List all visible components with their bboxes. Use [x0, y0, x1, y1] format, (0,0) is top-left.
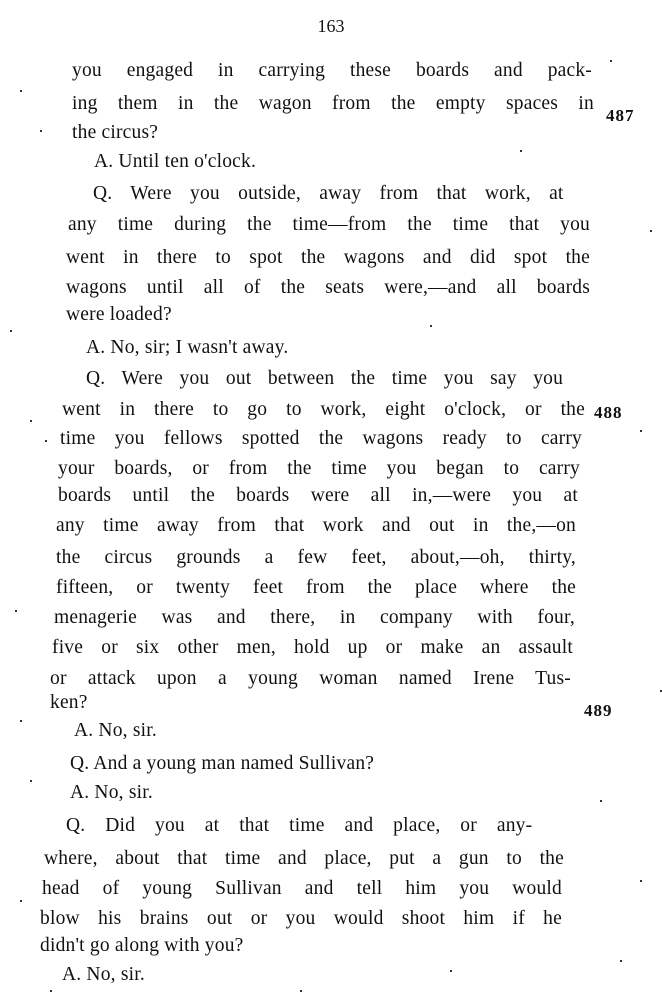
transcript-line: ken?: [50, 692, 88, 713]
scan-speck: [430, 325, 432, 327]
transcript-line: went in there to go to work, eight o'clock, or the: [62, 399, 585, 420]
scan-speck: [650, 230, 652, 232]
transcript-line: A. No, sir.: [74, 720, 157, 741]
transcript-line: where, about that time and place, put a gun to the: [44, 848, 564, 869]
page-number: 163: [317, 16, 345, 36]
scan-speck: [640, 430, 642, 432]
transcript-line: fifteen, or twenty feet from the place where the: [56, 577, 576, 598]
transcript-line: the circus grounds a few feet, about,—oh, thirty,: [56, 547, 576, 568]
margin-line-number: 488: [594, 403, 623, 422]
scan-speck: [450, 970, 452, 972]
margin-line-number: 489: [584, 701, 613, 720]
scan-speck: [20, 90, 22, 92]
scan-speck: [300, 990, 302, 992]
transcript-line: A. Until ten o'clock.: [94, 151, 257, 172]
transcript-line: Q. Did you at that time and place, or any-: [66, 815, 533, 836]
scan-speck: [20, 720, 22, 722]
transcript-line: wagons until all of the seats were,—and all boards: [66, 277, 590, 298]
scan-speck: [10, 330, 12, 332]
scan-speck: [15, 610, 17, 612]
scan-speck: [20, 900, 22, 902]
scan-speck: [50, 990, 52, 992]
scan-speck: [30, 780, 32, 782]
transcript-line: menagerie was and there, in company with four,: [54, 607, 575, 628]
transcript-line: time you fellows spotted the wagons ready to carry: [60, 428, 582, 449]
transcript-line: A. No, sir.: [70, 782, 153, 803]
scan-speck: [640, 880, 642, 882]
transcript-line: didn't go along with you?: [40, 935, 244, 956]
transcript-line: were loaded?: [66, 304, 172, 325]
transcript-line: or attack upon a young woman named Irene Tus-: [50, 668, 571, 689]
transcript-line: A. No, sir.: [62, 964, 145, 985]
transcript-line: you engaged in carrying these boards and pack-: [72, 60, 592, 81]
transcript-line: Q. Were you outside, away from that work, at: [93, 183, 564, 204]
transcript-line: went in there to spot the wagons and did spot the: [66, 247, 590, 268]
transcript-line: blow his brains out or you would shoot him if he: [40, 908, 562, 929]
scan-speck: [30, 420, 32, 422]
scan-speck: [600, 800, 602, 802]
scan-speck: [520, 150, 522, 152]
transcript-line: ing them in the wagon from the empty spaces in: [72, 93, 594, 114]
transcript-line: Q. Were you out between the time you say you: [86, 368, 564, 389]
transcript-line: any time away from that work and out in the,—on: [56, 515, 576, 536]
margin-line-number: 487: [606, 106, 635, 125]
scan-speck: [610, 60, 612, 62]
transcript-line: boards until the boards were all in,—were you at: [58, 485, 578, 506]
transcript-line: your boards, or from the time you began to carry: [58, 458, 580, 479]
scan-speck: [40, 130, 42, 132]
transcript-line: five or six other men, hold up or make an assault: [52, 637, 573, 658]
scan-speck: [620, 960, 622, 962]
transcript-line: any time during the time—from the time that you: [68, 214, 590, 235]
transcript-line: A. No, sir; I wasn't away.: [86, 337, 289, 358]
scan-speck: [45, 440, 47, 442]
transcript-line: the circus?: [72, 122, 159, 143]
transcript-line: head of young Sullivan and tell him you would: [42, 878, 562, 899]
transcript-line: Q. And a young man named Sullivan?: [70, 753, 375, 774]
